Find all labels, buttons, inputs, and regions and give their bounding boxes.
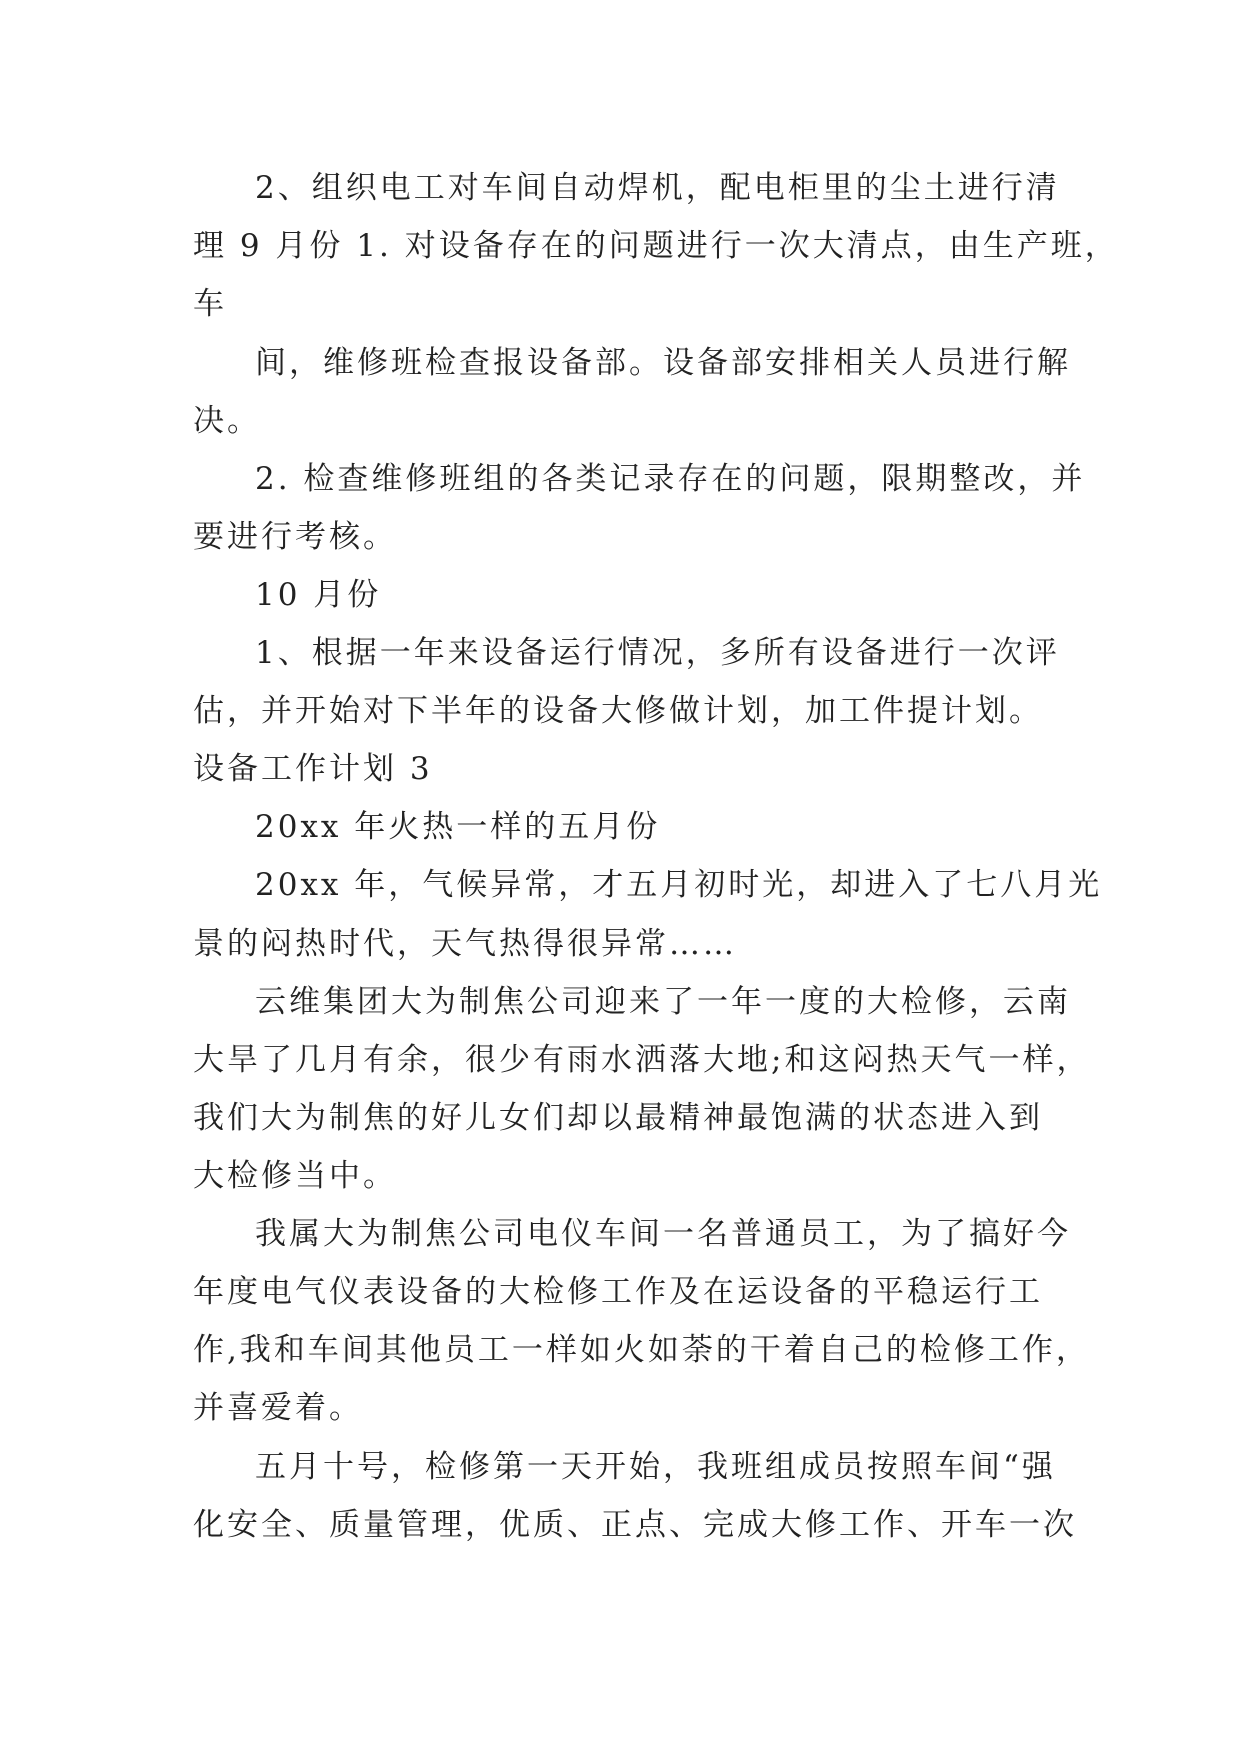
text-line: 大检修当中。: [193, 1158, 397, 1194]
text-line: 大旱了几月有余，很少有雨水洒落大地;和这闷热天气一样，: [193, 1042, 1091, 1078]
text-line: 要进行考核。: [193, 519, 397, 555]
section-heading: 设备工作计划 3: [193, 751, 433, 787]
text-line: 我属大为制焦公司电仪车间一名普通员工，为了搞好今: [255, 1216, 1071, 1252]
text-line: 理 9 月份 1. 对设备存在的问题进行一次大清点，由生产班，: [193, 228, 1119, 264]
text-line: 估，并开始对下半年的设备大修做计划，加工件提计划。: [193, 693, 1043, 729]
text-line: 化安全、质量管理，优质、正点、完成大修工作、开车一次: [193, 1507, 1077, 1543]
text-line: 10 月份: [255, 577, 382, 613]
text-line: 1、根据一年来设备运行情况，多所有设备进行一次评: [255, 635, 1060, 671]
text-line: 间，维修班检查报设备部。设备部安排相关人员进行解: [255, 345, 1071, 381]
text-line: 并喜爱着。: [193, 1390, 363, 1426]
text-line: 20xx 年火热一样的五月份: [255, 809, 661, 845]
text-line: 云维集团大为制焦公司迎来了一年一度的大检修，云南: [255, 984, 1071, 1020]
text-line: 景的闷热时代，天气热得很异常……: [193, 926, 737, 962]
text-line: 车: [193, 286, 227, 322]
text-line: 作,我和车间其他员工一样如火如荼的干着自己的检修工作，: [193, 1332, 1090, 1368]
text-line: 2、组织电工对车间自动焊机，配电柜里的尘土进行清: [255, 170, 1060, 206]
text-line: 五月十号，检修第一天开始，我班组成员按照车间“强: [255, 1449, 1056, 1485]
text-line: 2. 检查维修班组的各类记录存在的问题，限期整改，并: [255, 461, 1086, 497]
text-line: 决。: [193, 403, 261, 439]
text-line: 20xx 年，气候异常，才五月初时光，却进入了七八月光: [255, 867, 1103, 903]
text-line: 我们大为制焦的好儿女们却以最精神最饱满的状态进入到: [193, 1100, 1043, 1136]
text-line: 年度电气仪表设备的大检修工作及在运设备的平稳运行工: [193, 1274, 1043, 1310]
